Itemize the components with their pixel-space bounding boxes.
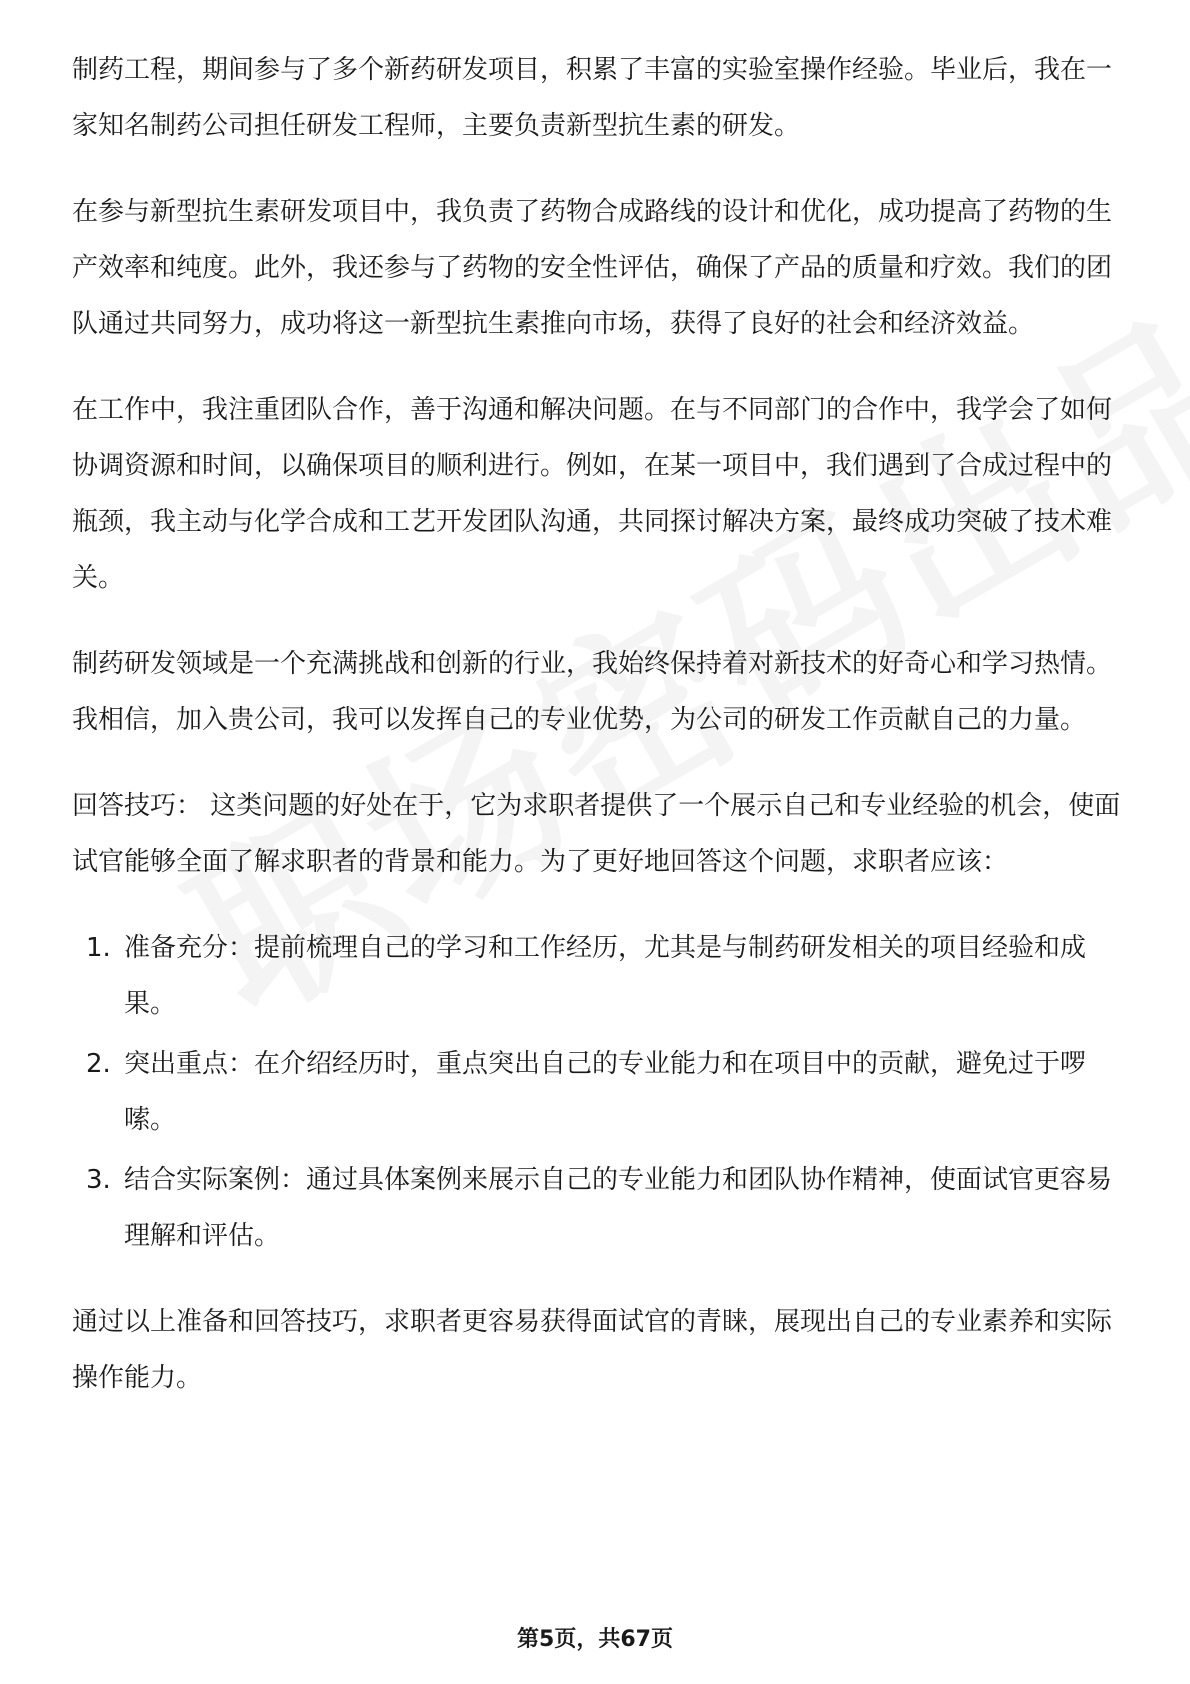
list-item [72, 920, 1128, 1032]
list-item [72, 1036, 1128, 1148]
list-item-number: 3. [86, 1165, 111, 1195]
document-body [72, 42, 1128, 1436]
list-item [72, 1152, 1128, 1264]
tips-list [72, 920, 1128, 1264]
list-item-text: 准备充分：提前梳理自己的学习和工作经历，尤其是与制药研发相关的项目经验和成果。 [124, 933, 1087, 1019]
paragraph-answer-tips: 回答技巧： 这类问题的好处在于，它为求职者提供了一个展示自己和专业经验的机会，使面试官能够全面了解求职者的背景和能力。为了更好地回答这个问题，求职者应该： [72, 791, 1121, 877]
list-item-text: 突出重点：在介绍经历时，重点突出自己的专业能力和在项目中的贡献，避免过于啰嗦。 [124, 1049, 1087, 1135]
paragraph-closing: 通过以上准备和回答技巧，求职者更容易获得面试官的青睐，展现出自己的专业素养和实际操作能力。 [72, 1307, 1113, 1393]
list-item-number: 1. [86, 933, 111, 963]
list-item-number: 2. [86, 1049, 111, 1079]
paragraph-teamwork: 在工作中，我注重团队合作，善于沟通和解决问题。在与不同部门的合作中，我学会了如何协调资源和时间，以确保项目的顺利进行。例如，在某一项目中，我们遇到了合成过程中的瓶颈，我主动与化学合成和工艺开发团队沟通，共同探讨解决方案，最终成功突破了技术难关。 [72, 395, 1113, 593]
list-item-text: 结合实际案例：通过具体案例来展示自己的专业能力和团队协作精神，使面试官更容易理解和评估。 [124, 1165, 1113, 1251]
paragraph-education: 制药工程，期间参与了多个新药研发项目，积累了丰富的实验室操作经验。毕业后，我在一家知名制药公司担任研发工程师，主要负责新型抗生素的研发。 [72, 55, 1113, 141]
page-number: 第5页，共67页 [517, 1627, 673, 1652]
paragraph-antibiotic-project: 在参与新型抗生素研发项目中，我负责了药物合成路线的设计和优化，成功提高了药物的生产效率和纯度。此外，我还参与了药物的安全性评估，确保了产品的质量和疗效。我们的团队通过共同努力，成功将这一新型抗生素推向市场，获得了良好的社会和经济效益。 [72, 197, 1113, 339]
paragraph-motivation: 制药研发领域是一个充满挑战和创新的行业，我始终保持着对新技术的好奇心和学习热情。我相信，加入贵公司，我可以发挥自己的专业优势，为公司的研发工作贡献自己的力量。 [72, 649, 1113, 735]
